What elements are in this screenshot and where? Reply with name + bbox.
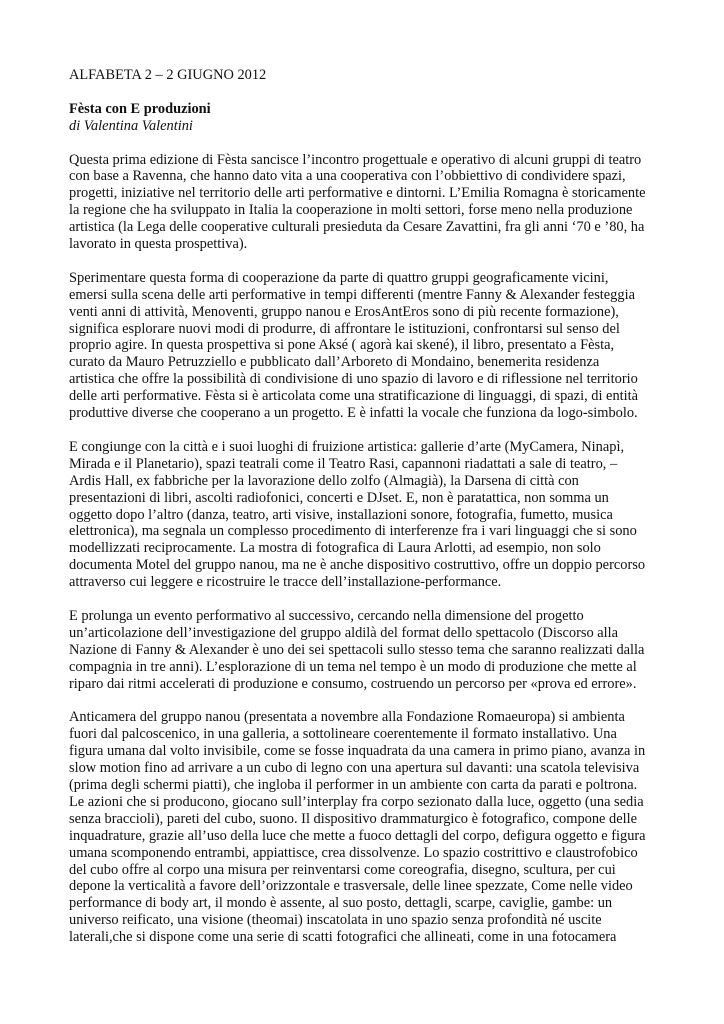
paragraph <box>69 270 663 422</box>
text-line: figura umana dal volto invisibile, come se fosse inquadrata da una camera in primo piano, avanza in <box>69 743 646 760</box>
text-line: modellizzati reciprocamente. La mostra di fotografica di Laura Arlotti, ad esempio, non solo <box>69 540 601 557</box>
text-line: riparo dai ritmi accelerati di produzione e consumo, costruendo un percorso per «prova ed errore». <box>69 675 637 692</box>
text-line: delle arti performative. Fèsta si è articolata come una stratificazione di linguaggi, di spazi, di entità <box>69 388 639 405</box>
text-line: curato da Mauro Petruzziello e pubblicato dall’Arboreto di Mondaino, benemerita residenza <box>69 354 600 371</box>
text-line: emersi sulla scena delle arti performative in tempi differenti (mentre Fanny & Alexander festeggia <box>69 286 635 303</box>
text-line: con base a Ravenna, che hanno dato vita a una cooperativa con l’obbiettivo di condividere spazi, <box>69 168 626 185</box>
paragraph <box>69 608 663 693</box>
text-line: inquadrature, grazie all’uso della luce che mette a fuoco dettagli del corpo, defigura oggetto e figura <box>69 827 646 844</box>
text-line: progetti, iniziative nel territorio delle arti performative e dintorni. L’Emilia Romagna è storicamente <box>69 185 646 202</box>
text-line: proprio agire. In questa prospettiva si pone Aksé ( agorà kai skené), il libro, presentato a Fèsta, <box>69 337 615 354</box>
article-title: Fèsta con E produzioni <box>69 100 211 117</box>
text-line: E prolunga un evento performativo al successivo, cercando nella dimensione del progetto <box>69 607 584 624</box>
text-line: venti anni di attività, Menoventi, gruppo nanou e ErosAntEros sono di più recente formazione), <box>69 303 619 320</box>
text-line: significa esplorare nuovi modi di produrre, di affrontare le istituzioni, confrontarsi sul senso del <box>69 320 620 337</box>
text-line: Anticamera del gruppo nanou (presentata a novembre alla Fondazione Romaeuropa) si ambienta <box>69 709 625 726</box>
text-line: laterali,che si dispone come una serie di scatti fotografici che allineati, come in una fotocamera <box>69 929 617 946</box>
text-line: del cubo offre al corpo una misura per reinventarsi come coreografia, disegno, scultura, per cui <box>69 861 616 878</box>
paragraph <box>69 152 663 253</box>
text-line: compagnia in tre anni). L’esplorazione di un tema nel tempo è un modo di produzione che mette al <box>69 658 637 675</box>
text-line: performance di body art, il mondo è assente, al suo posto, dettagli, scarpe, caviglie, gambe: un <box>69 895 613 912</box>
text-line: oggetto dopo l’altro (danza, teatro, arti visive, installazioni sonore, fotografia, fumetto, musica <box>69 506 613 523</box>
article-author: di Valentina Valentini <box>69 117 193 134</box>
paragraph <box>69 439 663 591</box>
text-line: (prima degli schermi piatti), che ingloba il performer in un ambiente con carta da parati e poltrona. <box>69 776 638 793</box>
paragraph <box>69 709 663 946</box>
text-line: umana scomponendo entrambi, appiattisce, crea dissolvenze. Lo spazio costrittivo e claustrofobico <box>69 844 638 861</box>
text-line: E congiunge con la città e i suoi luoghi di fruizione artistica: gallerie d’arte (MyCamera, Ninapì, <box>69 438 625 455</box>
text-line: depone la verticalità a favore dell’orizzontale e trasversale, delle linee spezzate, Come nelle video <box>69 878 633 895</box>
text-line: presentazioni di libri, ascolti radiofonici, concerti e DJset. E, non è paratattica, non somma un <box>69 489 609 506</box>
text-line: Le azioni che si producono, giocano sull’interplay fra corpo sezionato dalla luce, oggetto (una sedia <box>69 793 644 810</box>
text-line: documenta Motel del gruppo nanou, ma ne è anche dispositivo costruttivo, offre un doppio percorso <box>69 557 646 574</box>
text-line: slow motion fino ad arrivare a un cubo di legno con una apertura sul davanti: una scatola televisiva <box>69 760 640 777</box>
text-line: un’articolazione dell’investigazione del gruppo aldilà del format dello spettacolo (Discorso alla <box>69 624 619 641</box>
document-body <box>69 67 663 963</box>
text-line: attraverso cui leggere e ricostruire le tracce dell’installazione-performance. <box>69 574 502 591</box>
text-line: artistica che offre la possibilità di condivisione di uno spazio di lavoro e di riflessione nel territorio <box>69 371 638 388</box>
text-line: elettronica), ma segnala un complesso procedimento di interferenze fra i vari linguaggi che si sono <box>69 523 637 540</box>
text-line: Questa prima edizione di Fèsta sancisce l’incontro progettuale e operativo di alcuni gruppi di teatro <box>69 151 642 168</box>
text-line: Ardis Hall, ex fabbriche per la lavorazione dello zolfo (Almagià), la Darsena di città con <box>69 472 579 489</box>
text-line: produttive diverse che cooperano a un progetto. E è infatti la vocale che funziona da logo-simbolo. <box>69 405 638 422</box>
text-line: fuori dal palcoscenico, in una galleria, a sottolineare coerentemente il formato installativo. Una <box>69 726 617 743</box>
publication-header: ALFABETA 2 – 2 GIUGNO 2012 <box>69 67 267 83</box>
text-line: Sperimentare questa forma di cooperazione da parte di quattro gruppi geograficamente vicini, <box>69 269 609 286</box>
text-line: artistica (la Lega delle cooperative culturali presieduta da Cesare Zavattini, fra gli anni ‘70 e ’80, ha <box>69 219 645 236</box>
article-paragraphs <box>69 152 663 947</box>
text-line: Mirada e il Planetario), spazi teatrali come il Teatro Rasi, capannoni riadattati a sale di teatro, – <box>69 455 618 472</box>
text-line: Nazione di Fanny & Alexander è uno dei sei spettacoli sullo stesso tema che saranno realizzati dalla <box>69 641 645 658</box>
text-line: la regione che ha sviluppato in Italia la cooperazione in molti settori, forse meno nella produzione <box>69 202 633 219</box>
text-line: universo reificato, una visione (theomai) inscatolata in uno spazio senza profondità né uscite <box>69 912 602 929</box>
text-line: lavorato in questa prospettiva). <box>69 236 248 253</box>
text-line: senza braccioli), pareti del cubo, suono. Il dispositivo drammaturgico è fotografico, compone delle <box>69 810 637 827</box>
